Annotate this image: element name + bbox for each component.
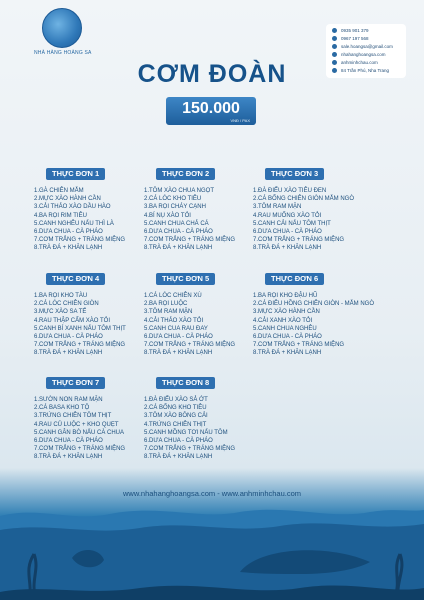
- menu-item: 6.DƯA CHUA - CÀ PHÁO: [34, 229, 103, 236]
- menu-title: THỰC ĐƠN 6: [265, 273, 324, 285]
- menu-item: 4.RAU CỦ LUỘC + KHO QUẸT: [34, 421, 119, 428]
- contact-text: 0935 901 379: [341, 27, 369, 33]
- menu-item: 8.TRÀ ĐÁ + KHĂN LẠNH: [253, 350, 322, 357]
- menu-item: 4.BÍ NỤ XÀO TỎI: [144, 212, 191, 219]
- contact-text: sale.hoangsa@gmail.com: [341, 43, 393, 49]
- menu-item: 6.DƯA CHUA - CÀ PHÁO: [34, 334, 103, 341]
- menu-item: 4.TRỨNG CHIÊN THỊT: [144, 421, 207, 428]
- menu-list: [144, 292, 254, 358]
- menu-item: 8.TRÀ ĐÁ + KHĂN LẠNH: [34, 454, 103, 461]
- price-badge: [166, 97, 256, 125]
- menu-block-4: [34, 268, 144, 358]
- contact-text: 0967 197 568: [341, 35, 369, 41]
- menu-item: 5.CANH CHUA NGHÊU: [253, 325, 317, 332]
- menu-list: [144, 187, 254, 253]
- contact-row: [332, 42, 400, 50]
- menu-item: 3.BA RỌI CHÁY CẠNH: [144, 204, 206, 211]
- menu-item: 3.TÔM XÀO BÔNG CẢI: [144, 413, 208, 420]
- menu-list: [34, 292, 144, 358]
- menu-item: 5.CANH CẢI NẤU TÔM THỊT: [253, 220, 331, 227]
- menu-item: 3.CẢI THẢO XÀO DẦU HÀO: [34, 204, 111, 211]
- menu-item: 5.CANH NGHÊU NẤU THÌ LÀ: [34, 220, 114, 227]
- menu-item: 5.CANH CHUA CHẢ CÁ: [144, 220, 209, 227]
- phone-icon: [332, 28, 337, 33]
- contact-text: nhahanghoangsa.com: [341, 51, 386, 57]
- menu-block-7: [34, 372, 144, 462]
- menu-block-8: [144, 372, 254, 462]
- menu-item: 2.MỰC XÀO HÀNH CẦN: [34, 196, 101, 203]
- menu-title: THỰC ĐƠN 5: [156, 273, 215, 285]
- menu-item: 8.TRÀ ĐÁ + KHĂN LẠNH: [34, 245, 103, 252]
- contact-row: [332, 26, 400, 34]
- menu-item: 7.CƠM TRẮNG + TRÁNG MIỆNG: [144, 342, 236, 349]
- menu-list: [253, 292, 375, 358]
- sea-illustration: [0, 500, 424, 600]
- menu-item: 6.DƯA CHUA - CÀ PHÁO: [253, 334, 322, 341]
- menu-item: 1.TÔM XÀO CHUA NGỌT: [144, 188, 215, 194]
- menu-title: THỰC ĐƠN 3: [265, 168, 324, 180]
- menu-item: 2.CÁ BỐNG CHIÊN GIÒN MẮM NGÒ: [253, 196, 355, 203]
- logo-icon: [42, 8, 82, 48]
- menu-item: 4.BA RỌI RIM TIÊU: [34, 212, 87, 219]
- menu-item: 1.BA RỌI KHO TÀU: [34, 293, 88, 299]
- menu-block-3: [253, 163, 363, 253]
- menu-item: 3.TÔM RAM MẶN: [253, 204, 302, 211]
- menu-item: 2.CÁ BASA KHO TỘ: [34, 405, 90, 412]
- menu-list: [144, 396, 254, 462]
- menu-list: [34, 187, 144, 253]
- price-unit: VNĐ / PAX: [230, 118, 250, 123]
- menu-item: 8.TRÀ ĐÁ + KHĂN LẠNH: [144, 245, 213, 252]
- menu-title: THỰC ĐƠN 2: [156, 168, 215, 180]
- menu-item: 2.CÁ LÓC CHIÊN GIÒN: [34, 301, 99, 308]
- menu-item: 1.GÀ CHIÊN MẮM: [34, 188, 84, 194]
- menu-item: 5.CANH GÂN BÒ NẤU CÀ CHUA: [34, 429, 125, 436]
- page-title: CƠM ĐOÀN: [137, 60, 287, 88]
- contact-text: 84 Trần Phú, Nha Trang: [341, 67, 390, 73]
- menu-item: 3.TÔM RAM MẶN: [144, 309, 193, 316]
- contact-text: anhminhchau.com: [341, 59, 378, 65]
- menu-title: THỰC ĐƠN 1: [46, 168, 105, 180]
- menu-item: 7.CƠM TRẮNG + TRÁNG MIỆNG: [34, 237, 126, 244]
- menu-item: 2.BA RỌI LUỘC: [144, 301, 188, 308]
- menu-item: 8.TRÀ ĐÁ + KHĂN LẠNH: [253, 245, 322, 252]
- menu-item: 1.CÁ LÓC CHIÊN XÙ: [144, 293, 202, 299]
- menu-item: 3.MỰC XÀO SA TẾ: [34, 309, 87, 316]
- menu-item: 2.CÁ BỐNG KHO TIÊU: [144, 405, 207, 412]
- menu-item: 6.DƯA CHUA - CÀ PHÁO: [144, 334, 213, 341]
- menu-item: 7.CƠM TRẮNG + TRÁNG MIỆNG: [144, 446, 236, 453]
- contact-row: [332, 34, 400, 42]
- menu-item: 8.TRÀ ĐÁ + KHĂN LẠNH: [144, 350, 213, 357]
- phone-icon: [332, 36, 337, 41]
- menu-list: [34, 396, 144, 462]
- menu-block-5: [144, 268, 254, 358]
- menu-item: 7.CƠM TRẮNG + TRÁNG MIỆNG: [253, 237, 345, 244]
- web-icon: [332, 52, 337, 57]
- menu-item: 3.TRỨNG CHIÊN TÔM THỊT: [34, 413, 112, 420]
- menu-item: 4.RAU THẬP CẨM XÀO TỎI: [34, 317, 111, 324]
- menu-title: THỰC ĐƠN 8: [156, 377, 215, 389]
- menu-item: 7.CƠM TRẮNG + TRÁNG MIỆNG: [144, 237, 236, 244]
- menu-item: 6.DƯA CHUA - CÀ PHÁO: [34, 438, 103, 445]
- menu-item: 2.CÁ LÓC KHO TIÊU: [144, 196, 202, 203]
- menu-item: 1.BA RỌI KHO ĐẬU HŨ: [253, 293, 318, 299]
- menu-item: 4.RAU MUỐNG XÀO TỎI: [253, 212, 322, 219]
- menu-item: 5.CANH CUA RAU ĐAY: [144, 325, 208, 332]
- footer-link[interactable]: www.nhahanghoangsa.com - www.anhminhchau.com: [122, 489, 301, 498]
- menu-item: 3.MỰC XÀO HÀNH CẦN: [253, 309, 320, 316]
- email-icon: [332, 44, 337, 49]
- menu-item: 8.TRÀ ĐÁ + KHĂN LẠNH: [144, 454, 213, 461]
- menu-item: 6.DƯA CHUA - CÀ PHÁO: [144, 438, 213, 445]
- menu-title: THỰC ĐƠN 4: [46, 273, 105, 285]
- menu-item: 5.CANH BÍ XANH NẤU TÔM THỊT: [34, 325, 126, 332]
- menu-item: 6.DƯA CHUA - CÀ PHÁO: [144, 229, 213, 236]
- menu-item: 1.ĐÀ ĐIỂU XÀO TIÊU ĐEN: [253, 188, 327, 194]
- menu-block-6: [253, 268, 375, 358]
- menu-item: 7.CƠM TRẮNG + TRÁNG MIỆNG: [34, 446, 126, 453]
- menu-item: 6.DƯA CHUA - CÀ PHÁO: [253, 229, 322, 236]
- contact-row: [332, 50, 400, 58]
- menu-item: 4.CẢI XANH XÀO TỎI: [253, 317, 313, 324]
- menu-item: 5.CANH MỒNG TƠI NẤU TÔM: [144, 429, 228, 436]
- menu-block-1: [34, 163, 144, 253]
- menu-block-2: [144, 163, 254, 253]
- price-value: 150.000: [182, 100, 240, 117]
- menu-item: 7.CƠM TRẮNG + TRÁNG MIỆNG: [34, 342, 126, 349]
- logo-text: NHÀ HÀNG HOÀNG SA: [34, 50, 92, 56]
- menu-item: 1.SƯỜN NON RAM MẶN: [34, 397, 103, 403]
- menu-item: 7.CƠM TRẮNG + TRÁNG MIỆNG: [253, 342, 345, 349]
- logo: [34, 8, 90, 56]
- menu-title: THỰC ĐƠN 7: [46, 377, 105, 389]
- menu-item: 2.CÁ ĐIÊU HỒNG CHIÊN GIÒN - MẮM NGÒ: [253, 301, 375, 308]
- menu-item: 1.ĐÀ ĐIỂU XÀO SẢ ỚT: [144, 397, 208, 403]
- menu-item: 8.TRÀ ĐÁ + KHĂN LẠNH: [34, 350, 103, 357]
- menu-list: [253, 187, 363, 253]
- menu-item: 4.CẢI THẢO XÀO TỎI: [144, 317, 204, 324]
